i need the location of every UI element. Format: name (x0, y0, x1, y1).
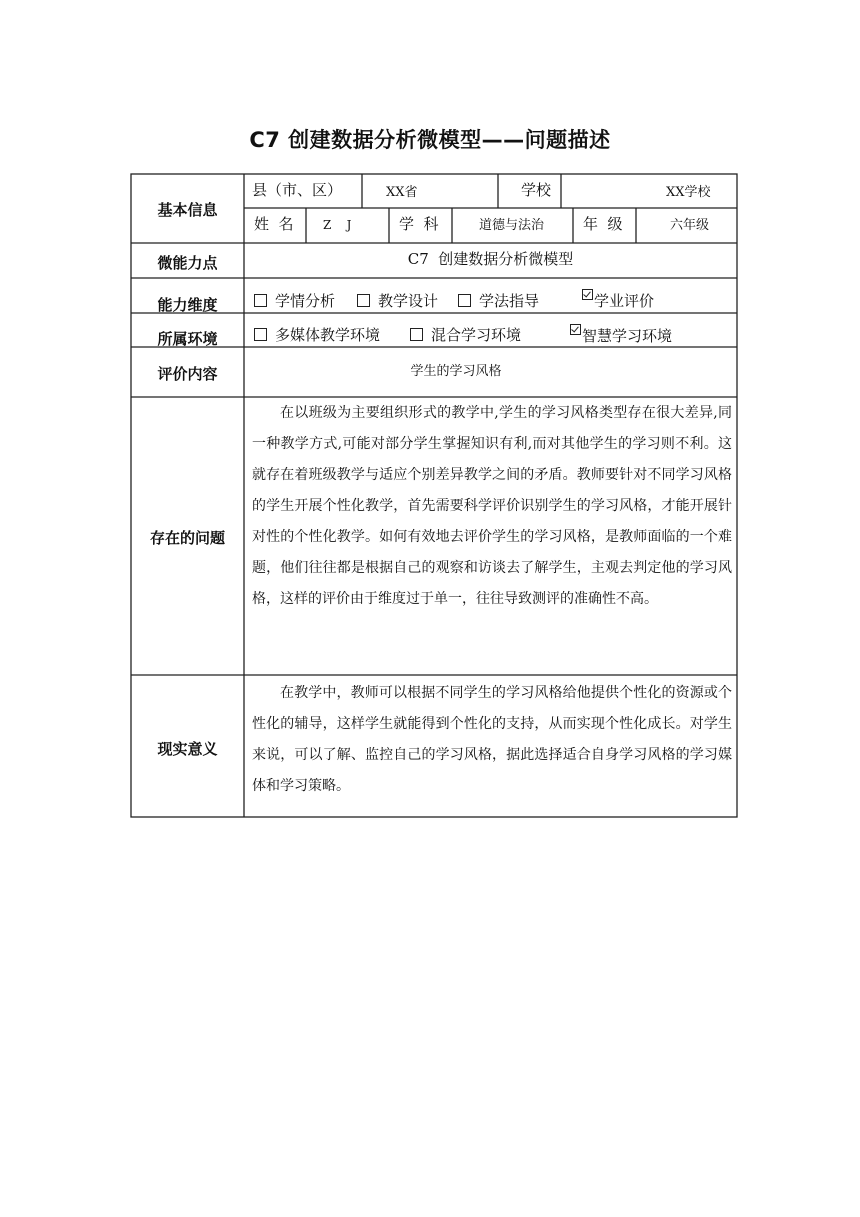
significance-text: 在教学中，教师可以根据不同学生的学习风格给他提供个性化的资源或个性化的辅导，这样学生就能得到个性化的支持，从而实现个性化成长。对学生来说，可以了解、监控自己的学习风格，据此选择适合自身学习风格的学习媒体和学习策略。 (252, 685, 732, 794)
grade-value: 六年级 (670, 218, 710, 233)
checked-checkbox-icon[interactable] (570, 324, 581, 335)
grade-label: 年 级 (583, 215, 623, 233)
county-value: XX省 (386, 185, 418, 200)
page-title: C7 创建数据分析微模型——问题描述 (249, 128, 611, 152)
school-value: XX学校 (666, 185, 711, 200)
environment-option-2[interactable]: 混合学习环境 (410, 328, 521, 343)
evaluation-value: 学生的学习风格 (410, 364, 502, 379)
problem-text: 在以班级为主要组织形式的教学中,学生的学习风格类型存在很大差异,同一种教学方式,可能对部分学生掌握知识有利,而对其他学生的学习则不利。这就存在着班级教学与适应个别差异教学之间的矛盾。教师要针对不同学习风格的学生开展个性化教学，首先需要科学评价识别学生的学习风格，才能开展针对性的个性化教学。如何有效地去评价学生的学习风格，是教师面临的一个难题，他们往往都是根据自己的观察和访谈去了解学生，主观去判定他的学习风格，这样的评价由于维度过于单一，往往导致测评的准确性不高。 (252, 405, 732, 607)
checkbox-icon[interactable] (254, 294, 267, 307)
ability-option-2[interactable]: 教学设计 (357, 294, 438, 309)
environment-option-1[interactable]: 多媒体教学环境 (254, 328, 380, 343)
micro-skill-label: 微能力点 (157, 254, 218, 272)
environment-label: 所属环境 (157, 330, 218, 348)
name-label: 姓 名 (254, 215, 294, 233)
ability-dimension-label: 能力维度 (157, 296, 218, 314)
checkbox-icon[interactable] (410, 328, 423, 341)
basic-info-label: 基本信息 (157, 201, 218, 219)
ability-option-3[interactable]: 学法指导 (458, 294, 539, 309)
checked-checkbox-icon[interactable] (582, 289, 593, 300)
checkbox-icon[interactable] (254, 328, 267, 341)
subject-value: 道德与法治 (479, 218, 545, 233)
name-value: Z J (323, 218, 352, 232)
checkbox-icon[interactable] (458, 294, 471, 307)
environment-option-3[interactable]: 智慧学习环境 (570, 324, 672, 344)
school-label: 学校 (521, 181, 552, 199)
evaluation-label: 评价内容 (157, 365, 218, 383)
checkbox-icon[interactable] (357, 294, 370, 307)
subject-label: 学 科 (399, 215, 439, 233)
significance-label: 现实意义 (157, 740, 218, 758)
ability-option-4[interactable]: 学业评价 (582, 289, 654, 309)
county-label: 县（市、区） (252, 181, 343, 199)
problem-label: 存在的问题 (149, 529, 225, 547)
micro-skill-value: C7 创建数据分析微模型 (407, 250, 574, 268)
ability-option-1[interactable]: 学情分析 (254, 294, 335, 309)
